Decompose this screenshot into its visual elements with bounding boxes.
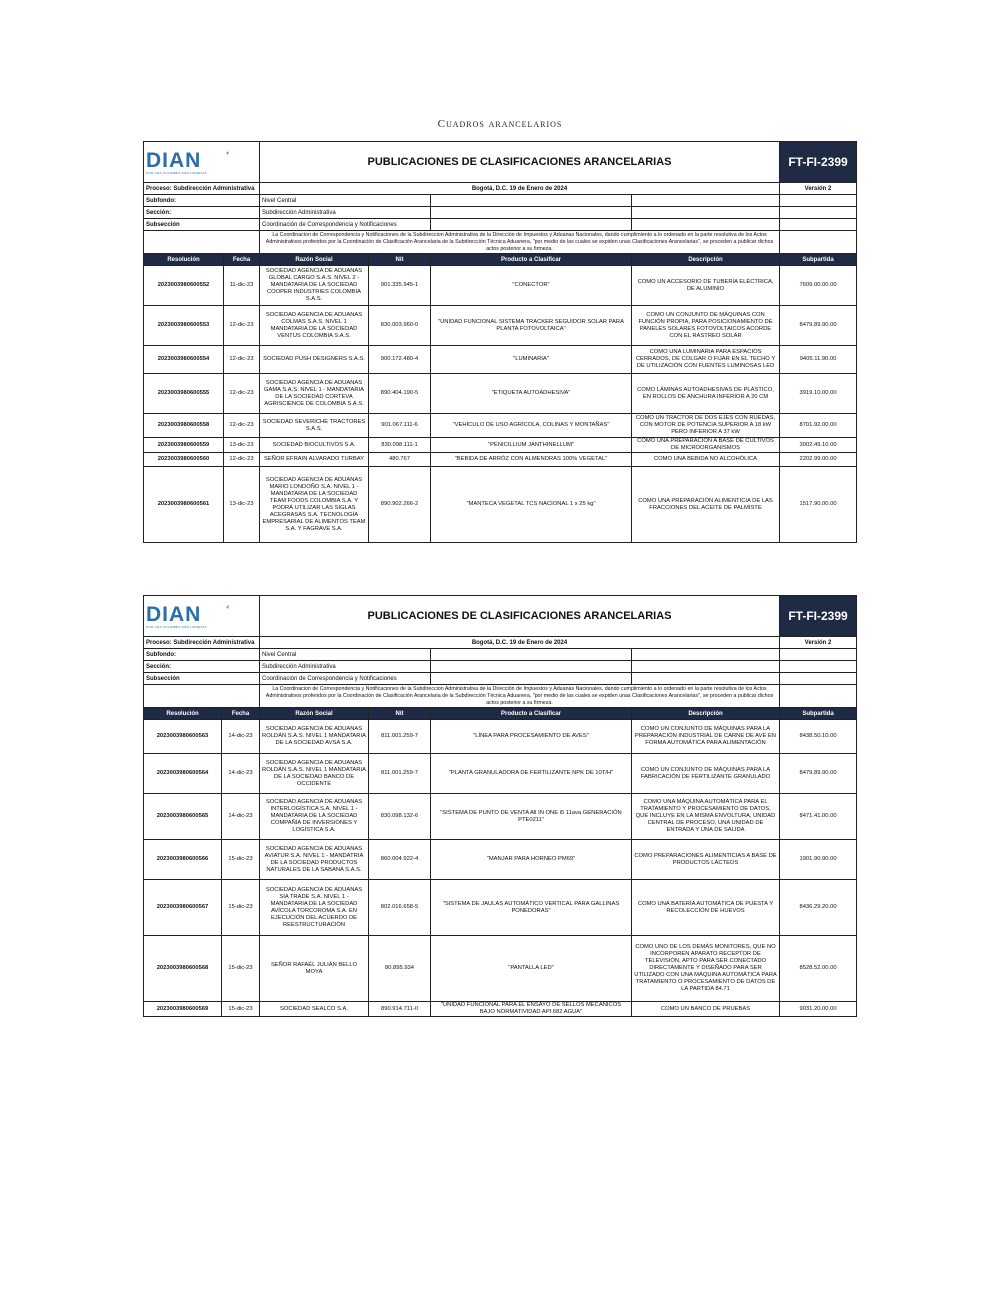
razon-social-cell: SOCIEDAD AGENCIA DE ADUANAS INTERLOGÍSTICA S.A. NIVEL 1 - MANDATARIA DE LA SOCIEDAD COMPAÑÍA DE INVERSIONES Y LOGÍSTICA S.A. [260, 794, 369, 840]
nit-cell: 811.001.259-7 [369, 720, 431, 754]
producto-cell: "UNIDAD FUNCIONAL SISTEMA TRACKER SEGUIDOR SOLAR PARA PLANTA FOTOVOLTAICA" [431, 306, 632, 346]
nit-cell: 830.003.960-0 [369, 306, 431, 346]
subseccion-label: Subsección [144, 219, 260, 231]
seccion-value: Subdirección Administrativa [260, 207, 431, 219]
resolucion-cell: 2023003980600555 [144, 374, 224, 414]
fecha-cell: 15-dic-23 [222, 880, 260, 936]
logo-tagline: POR UNA COLOMBIA MÁS HONESTA [146, 170, 207, 175]
subpartida-cell: 9405.11.90.00 [780, 346, 857, 374]
producto-cell: "BEBIDA DE ARRÓZ CON ALMENDRAS 100% VEGETAL" [431, 453, 632, 467]
producto-cell: "VEHÍCULO DE USO AGRÍCOLA, COLINAS Y MONTAÑAS" [431, 414, 632, 438]
col-producto: Producto a Clasificar [431, 708, 632, 720]
fecha-cell: 12-dic-23 [224, 306, 260, 346]
intro-text: La Coordinacion de Correspondencia y Notificaciones de la Subdireccion Administrativa de la Dirección de Impuestos y Aduanas Nacionales, dando cumplimiento a lo ordenado en la parte resolutiva de los Actos Administrativos proferidos por la Coordinación de Clasificación Arancelaria de la Subdirección Técnica Aduanera, "por medio de las cuales se expiden unas Clasificaciones Arancelarias", se proceden a publicar dichos actos posterior a su firmeza. [260, 685, 780, 708]
nit-cell: 890.902.266-2 [369, 467, 431, 543]
subpartida-cell: 1901.90.90.00 [780, 840, 857, 880]
producto-cell: "PENICILLIUM JANTHINELLUM" [431, 438, 632, 453]
col-resolucion: Resolución [144, 708, 222, 720]
subpartida-cell: 3002.49.10.00 [780, 438, 857, 453]
fecha-cell: 11-dic-23 [224, 266, 260, 306]
descripcion-cell: COMO UN BANCO DE PRUEBAS [632, 1002, 780, 1017]
col-razon-social: Razón Social [260, 708, 369, 720]
fecha-cell: 12-dic-23 [224, 414, 260, 438]
nit-cell: 890.914.711-0 [369, 1002, 431, 1017]
table-row [144, 936, 857, 1002]
dian-logo-icon [146, 150, 232, 170]
descripcion-cell: COMO UNA BEBIDA NO ALCOHÓLICA [632, 453, 780, 467]
nit-cell: 830.098.111-1 [369, 438, 431, 453]
table-row [144, 1002, 857, 1017]
nit-cell: 830.098.132-6 [369, 794, 431, 840]
subpartida-cell: 8438.50.10.00 [780, 720, 857, 754]
table-row [144, 880, 857, 936]
classification-sheet-2 [143, 595, 856, 1017]
col-subpartida: Subpartida [780, 254, 857, 266]
subpartida-cell: 2202.99.00.00 [780, 453, 857, 467]
fecha-cell: 15-dic-23 [222, 1002, 260, 1017]
nit-cell: 901.067.111-6 [369, 414, 431, 438]
proceso-label: Proceso: Subdirección Administrativa [144, 183, 260, 195]
descripcion-cell: COMO UN CONJUNTO DE MÁQUINAS PARA LA FABRICACIÓN DE FERTILIZANTE GRANULADO [632, 754, 780, 794]
descripcion-cell: COMO UN CONJUNTO DE MÁQUINAS CON FUNCIÓN PROPIA, PARA POSICIONAMIENTO DE PANELES SOLARES FOTOVOLTAICOS ACORDE CON EL RASTREO SOLAR [632, 306, 780, 346]
subfondo-label: Subfondo: [144, 649, 260, 661]
rows-table-1 [144, 266, 857, 543]
producto-cell: "PLANTA GRANULADORA DE FERTILIZANTE NPK DE 10T/H" [431, 754, 632, 794]
fecha-cell: 12-dic-23 [224, 374, 260, 414]
descripcion-cell: COMO UN ACCESORIO DE TUBERÍA ELÉCTRICA, DE ALUMINIO [632, 266, 780, 306]
subseccion-value: Coordinación de Correspondencia y Notificaciones [260, 673, 431, 685]
page-heading: Cuadros arancelarios [437, 118, 563, 130]
nit-cell: 480.767 [369, 453, 431, 467]
fecha-cell: 12-dic-23 [224, 453, 260, 467]
sheet-title: PUBLICACIONES DE CLASIFICACIONES ARANCELARIAS [260, 596, 780, 637]
razon-social-cell: SOCIEDAD SEALCO S.A. [260, 1002, 369, 1017]
nit-cell: 860.004.922-4 [369, 840, 431, 880]
col-fecha: Fecha [222, 708, 260, 720]
table-row [144, 374, 857, 414]
razon-social-cell: SOCIEDAD AGENCIA DE ADUANAS COLMAS S.A.S. NIVEL 1 MANDATARIA DE LA SOCIEDAD VENTUS COLOMBIA S.A.S. [260, 306, 369, 346]
resolucion-cell: 2023003980600564 [144, 754, 222, 794]
producto-cell: "ETIQUETA AUTOADHESIVA" [431, 374, 632, 414]
producto-cell: "UNIDAD FUNCIONAL PARA EL ENSAYO DE SELLOS MECÁNICOS BAJO NORMATIVIDAD API 682 AGUA" [431, 1002, 632, 1017]
table-row [144, 414, 857, 438]
rows-table-2 [144, 720, 857, 1017]
form-code: FT-FI-2399 [780, 596, 857, 637]
descripcion-cell: COMO UNA PREPARACIÓN A BASE DE CULTIVOS DE MICROORGANISMOS [632, 438, 780, 453]
table-row [144, 306, 857, 346]
razon-social-cell: SOCIEDAD AGENCIA DE ADUANAS GLOBAL CARGO S.A.S. NIVEL 2 - MANDATARIA DE LA SOCIEDAD COOPER INDUSTRIES COLOMBIA S.A.S. [260, 266, 369, 306]
resolucion-cell: 2023003980600560 [144, 453, 224, 467]
table-row [144, 467, 857, 543]
fecha-cell: 14-dic-23 [222, 754, 260, 794]
form-code: FT-FI-2399 [780, 142, 857, 183]
resolucion-cell: 2023003980600565 [144, 794, 222, 840]
subpartida-cell: 7609.00.00.00 [780, 266, 857, 306]
descripcion-cell: COMO UNA LUMINARIA PARA ESPACIOS CERRADOS, DE COLGAR O FIJAR EN EL TECHO Y DE UTILIZACIÓN CON FUENTES LUMINOSAS LED [632, 346, 780, 374]
fecha-cell: 15-dic-23 [222, 936, 260, 1002]
subseccion-label: Subsección [144, 673, 260, 685]
razon-social-cell: SOCIEDAD AGENCIA DE ADUANAS SIA TRADE S.A. NIVEL 1 - MANDATARIA DE LA SOCIEDAD AVÍCOLA TORCOROMA S.A. EN EJECUCIÓN DEL ACUERDO DE REESTRUCTURACIÓN [260, 880, 369, 936]
fecha-cell: 13-dic-23 [224, 438, 260, 453]
col-descripcion: Descripción [632, 254, 780, 266]
col-producto: Producto a Clasificar [431, 254, 632, 266]
version: Versión 2 [780, 637, 857, 649]
descripcion-cell: COMO UN CONJUNTO DE MÁQUINAS PARA LA PREPARACIÓN INDUSTRIAL DE CARNE DE AVE EN FORMA AUTOMÁTICA PARA ALIMENTACIÓN [632, 720, 780, 754]
date-place: Bogotá, D.C. 19 de Enero de 2024 [260, 637, 780, 649]
descripcion-cell: COMO UNA MÁQUINA AUTOMÁTICA PARA EL TRATAMIENTO Y PROCESAMIENTO DE DATOS, QUE INCLUYE EN LA MISMA ENVOLTURA, UNIDAD CENTRAL DE PROCESO, UNA UNIDAD DE ENTRADA Y UNA DE SALIDA [632, 794, 780, 840]
producto-cell: "PANTALLA LED" [431, 936, 632, 1002]
col-descripcion: Descripción [632, 708, 780, 720]
resolucion-cell: 2023003980600568 [144, 936, 222, 1002]
resolucion-cell: 2023003980600563 [144, 720, 222, 754]
producto-cell: "CONECTOR" [431, 266, 632, 306]
fecha-cell: 14-dic-23 [222, 794, 260, 840]
fecha-cell: 14-dic-23 [222, 720, 260, 754]
descripcion-cell: COMO UNA BATERÍA AUTOMÁTICA DE PUESTA Y RECOLECCIÓN DE HUEVOS [632, 880, 780, 936]
razon-social-cell: SEÑOR RAFAÉL JULIÁN BELLO MOYA [260, 936, 369, 1002]
table-row [144, 438, 857, 453]
razon-social-cell: SEÑOR EFRAIN ALVARADO TURBAY [260, 453, 369, 467]
classification-sheet-1 [143, 141, 856, 543]
resolucion-cell: 2023003980600566 [144, 840, 222, 880]
intro-text: La Coordinacion de Correspondencia y Notificaciones de la Subdireccion Administrativa de la Dirección de Impuestos y Aduanas Nacionales, dando cumplimiento a lo ordenado en la parte resolutiva de los Actos Administrativos proferidos por la Coordinación de Clasificación Arancelaria de la Subdirección Técnica Aduanera, "por medio de las cuales se expiden unas Clasificaciones Arancelarias", se proceden a publicar dichos actos posterior a su firmeza. [260, 231, 780, 254]
resolucion-cell: 2023003980600567 [144, 880, 222, 936]
producto-cell: "LÍNEA PARA PROCESAMIENTO DE AVES" [431, 720, 632, 754]
subfondo-label: Subfondo: [144, 195, 260, 207]
logo-tagline: POR UNA COLOMBIA MÁS HONESTA [146, 624, 207, 629]
seccion-label: Sección: [144, 207, 260, 219]
sheet-title: PUBLICACIONES DE CLASIFICACIONES ARANCELARIAS [260, 142, 780, 183]
subpartida-cell: 3919.10.00.00 [780, 374, 857, 414]
nit-cell: 80.895.934 [369, 936, 431, 1002]
resolucion-cell: 2023003980600558 [144, 414, 224, 438]
razon-social-cell: SOCIEDAD SEVERICHE TRACTORES S.A.S. [260, 414, 369, 438]
nit-cell: 890.404.190-5 [369, 374, 431, 414]
table-row [144, 794, 857, 840]
dian-logo-icon [146, 604, 232, 624]
razon-social-cell: SOCIEDAD AGENCIA DE ADUANAS ROLDÁN S.A.S. NIVEL 1 MANDATARIA DE LA SOCIEDAD BANCO DE OCCIDENTE [260, 754, 369, 794]
producto-cell: "MANJAR PARA HORNEO PM69" [431, 840, 632, 880]
producto-cell: "LUMINARIA" [431, 346, 632, 374]
resolucion-cell: 2023003980600569 [144, 1002, 222, 1017]
razon-social-cell: SOCIEDAD AGENCIA DE ADUANAS GAMA S.A.S. NIVEL 1 - MANDATARIA DE LA SOCIEDAD CORTEVA AGRISCIENCE DE COLOMBIA S.A.S. [260, 374, 369, 414]
producto-cell: "SISTEMA DE PUNTO DE VENTA All IN ONE i5 11ava GENERACIÓN PTE0211" [431, 794, 632, 840]
razon-social-cell: SOCIEDAD PUSH DESIGNERS S.A.S. [260, 346, 369, 374]
col-nit: Nit [369, 708, 431, 720]
subpartida-cell: 1517.90.00.00 [780, 467, 857, 543]
seccion-label: Sección: [144, 661, 260, 673]
nit-cell: 901.335.945-1 [369, 266, 431, 306]
fecha-cell: 12-dic-23 [224, 346, 260, 374]
subpartida-cell: 8479.89.90.00 [780, 306, 857, 346]
nit-cell: 811.001.259-7 [369, 754, 431, 794]
subpartida-cell: 9031.20.00.00 [780, 1002, 857, 1017]
table-row [144, 266, 857, 306]
col-resolucion: Resolución [144, 254, 224, 266]
date-place: Bogotá, D.C. 19 de Enero de 2024 [260, 183, 780, 195]
col-subpartida: Subpartida [780, 708, 857, 720]
resolucion-cell: 2023003980600553 [144, 306, 224, 346]
razon-social-cell: SOCIEDAD AGENCIA DE ADUANAS MARIO LONDOÑO S.A. NIVEL 1 - MANDATARIA DE LA SOCIEDAD TEAM FOODS COLOMBIA S.A. Y PODRÁ UTILIZAR LAS SIGLAS ACEGRASAS S.A. TECNOLOGÍA EMPRESARIAL DE ALIMENTOS TEAM S.A. Y FAGRAVE S.A. [260, 467, 369, 543]
resolucion-cell: 2023003980600554 [144, 346, 224, 374]
proceso-label: Proceso: Subdirección Administrativa [144, 637, 260, 649]
descripcion-cell: COMO LÁMINAS AUTOADHESIVAS DE PLÁSTICO, EN ROLLOS DE ANCHURA INFERIOR A 20 CM [632, 374, 780, 414]
descripcion-cell: COMO UN TRACTOR DE DOS EJES CON RUEDAS, CON MOTOR DE POTENCIA SUPERIOR A 18 kW PERO INFERIOR A 37 kW [632, 414, 780, 438]
dian-logo [144, 142, 260, 183]
dian-logo [144, 596, 260, 637]
subpartida-cell: 8471.41.00.00 [780, 794, 857, 840]
nit-cell: 802.016.658-5 [369, 880, 431, 936]
subpartida-cell: 8528.52.00.00 [780, 936, 857, 1002]
producto-cell: "SISTEMA DE JAULAS AUTOMÁTICO VERTICAL PARA GALLINAS PONEDORAS" [431, 880, 632, 936]
subfondo-value: Nivel Central [260, 649, 431, 661]
table-row [144, 754, 857, 794]
version: Versión 2 [780, 183, 857, 195]
col-fecha: Fecha [224, 254, 260, 266]
svg-text:DIAN: DIAN [146, 603, 202, 624]
table-row [144, 840, 857, 880]
descripcion-cell: COMO PREPARACIONES ALIMENTICIAS A BASE DE PRODUCTOS LÁCTEOS [632, 840, 780, 880]
resolucion-cell: 2023003980600559 [144, 438, 224, 453]
subpartida-cell: 8479.89.90.00 [780, 754, 857, 794]
resolucion-cell: 2023003980600561 [144, 467, 224, 543]
fecha-cell: 15-dic-23 [222, 840, 260, 880]
table-row [144, 346, 857, 374]
sheet-table-1 [143, 141, 857, 543]
table-row [144, 720, 857, 754]
subpartida-cell: 8701.92.00.00 [780, 414, 857, 438]
subseccion-value: Coordinación de Correspondencia y Notificaciones [260, 219, 431, 231]
razon-social-cell: SOCIEDAD BIOCULTIVOS S.A. [260, 438, 369, 453]
resolucion-cell: 2023003980600552 [144, 266, 224, 306]
descripcion-cell: COMO UNO DE LOS DEMÁS MONITORES, QUE NO INCORPOREN APARATO RECEPTOR DE TELEVISIÓN, APTO PARA SER CONECTADO DIRECTAMENTE Y DISEÑADO PARA SER UTILIZADO CON UNA MÁQUINA AUTOMÁTICA PARA TRATAMIENTO O PROCESAMIENTO DE DATOS DE LA PARTIDA 84.71 [632, 936, 780, 1002]
nit-cell: 900.172.480-4 [369, 346, 431, 374]
descripcion-cell: COMO UNA PREPARACIÓN ALIMENTICIA DE LAS FRACCIONES DEL ACEITE DE PALMISTE [632, 467, 780, 543]
razon-social-cell: SOCIEDAD AGENCIA DE ADUANAS ROLDÁN S.A.S. NIVEL 1 MANDATARIA DE LA SOCIEDAD AVSA S.A. [260, 720, 369, 754]
sheet-table-2 [143, 595, 857, 1017]
table-row [144, 453, 857, 467]
col-nit: Nit [369, 254, 431, 266]
col-razon-social: Razón Social [260, 254, 369, 266]
fecha-cell: 13-dic-23 [224, 467, 260, 543]
razon-social-cell: SOCIEDAD AGENCIA DE ADUANAS AVIATUR S.A. NIVEL 1 - MANDATRIA DE LA SOCIEDAD PRODUCTOS NATURALES DE LA SABANA S.A.S. [260, 840, 369, 880]
subfondo-value: Nivel Central [260, 195, 431, 207]
seccion-value: Subdirección Administrativa [260, 661, 431, 673]
subpartida-cell: 8436.29.20.00 [780, 880, 857, 936]
svg-text:DIAN: DIAN [146, 149, 202, 170]
producto-cell: "MANTECA VEGETAL TCS NACIONAL 1 x 25 kg" [431, 467, 632, 543]
